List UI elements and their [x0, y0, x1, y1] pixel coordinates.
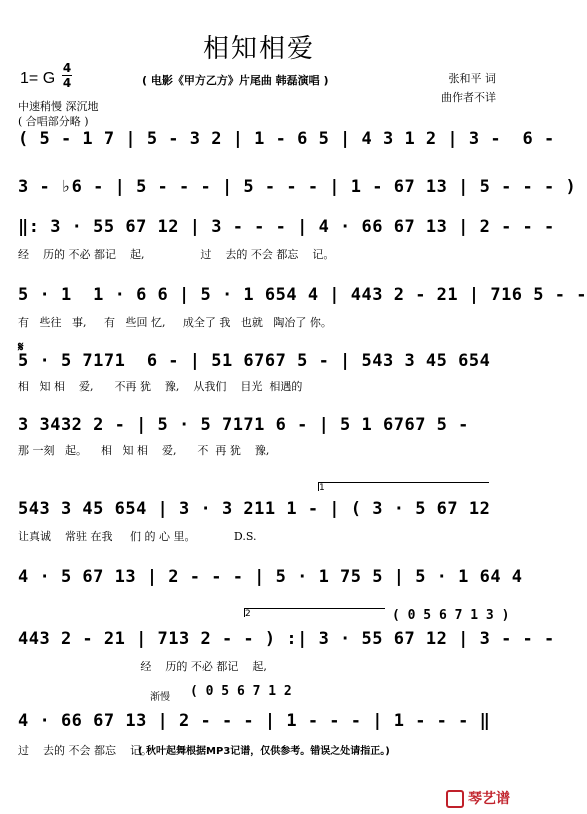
- lyricist-credit: 张和平 词: [448, 72, 496, 85]
- chorus-note: ( 合唱部分略 ): [18, 115, 89, 128]
- logo-icon: [446, 790, 464, 808]
- meter-bottom: 4: [62, 76, 72, 90]
- notes-line: 543 3 45 654 | 3 · 3 211 1 - | ( 3 · 5 67 12: [18, 499, 491, 519]
- time-signature: [62, 62, 72, 89]
- notes-line: 3 - ♭6 - | 5 - - - | 5 - - - | 1 - 67 13 | 5 - - - ): [18, 177, 577, 197]
- lyric-line-3: 经 历的 不必 都记 起, 过 去的 不会 都忘 记。: [18, 248, 335, 261]
- notation-row-8: [18, 566, 523, 592]
- notes-line: ‖: 3 · 55 67 12 | 3 - - - | 4 · 66 67 13 | 2 - - -: [18, 217, 555, 237]
- key-signature: 1= G: [20, 70, 56, 87]
- notation-row-10: [18, 710, 498, 736]
- transcriber-note: ( 秋叶起舞根据MP3记谱，仅供参考。错误之处请指正。): [138, 746, 390, 757]
- subtitle: ( 电影《甲方乙方》片尾曲 韩磊演唱 ): [142, 74, 329, 87]
- notation-row-4: [18, 284, 587, 310]
- composer-credit: 曲作者不详: [441, 91, 496, 104]
- notes-line: 4 · 66 67 13 | 2 - - - | 1 - - - | 1 - - - ‖: [18, 711, 491, 731]
- notation-row-2: [18, 176, 577, 202]
- ritardando-fill: ( 0 5 6 7 1 2: [190, 684, 292, 699]
- lyric-line-7: 让真诚 常驻 在我 们 的 心 里。 D.S.: [18, 530, 257, 543]
- volta-2: 2: [244, 608, 385, 617]
- lyric-line-6: 那 一刻 起。 相 知 相 爱, 不 再 犹 豫,: [18, 444, 270, 457]
- lyric-line-10: 过 去的 不会 都忘 记。: [18, 744, 152, 757]
- notation-row-1: [18, 128, 555, 154]
- notes-line: 4 · 5 67 13 | 2 - - - | 5 · 1 75 5 | 5 · 1 64 4: [18, 567, 523, 587]
- notation-row-5: [18, 350, 498, 376]
- notes-line: 3 3432 2 - | 5 · 5 7171 6 - | 5 1 6767 5 -: [18, 415, 469, 435]
- lyric-line-4: 有 些往 事, 有 些回 忆, 成全了 我 也就 陶冶了 你。: [18, 316, 332, 329]
- site-logo: 琴艺谱: [446, 788, 510, 808]
- lyric-line-5: 相 知 相 爱, 不再 犹 豫, 从我们 目光 相遇的: [18, 380, 303, 393]
- notation-row-7: [18, 498, 498, 524]
- meter-top: 4: [62, 61, 72, 75]
- notation-row-6: [18, 414, 498, 440]
- fill-figure: ( 0 5 6 7 1 3 ): [392, 608, 510, 623]
- notes-line: 5 · 1 1 · 6 6 | 5 · 1 654 4 | 443 2 - 21 | 716 5 - -: [18, 285, 587, 305]
- notes-line: 443 2 - 21 | 713 2 - - ) :| 3 · 55 67 12 | 3 - - -: [18, 629, 555, 649]
- notation-row-9: [18, 628, 555, 654]
- ritardando-label: 渐慢: [150, 692, 170, 703]
- volta-1: 1: [318, 482, 489, 491]
- notes-line: 5 · 5 7171 6 - | 51 6767 5 - | 543 3 45 654: [18, 351, 491, 371]
- tempo-marking: 中速稍慢 深沉地: [18, 100, 99, 113]
- page-title: 相知相爱: [202, 34, 315, 64]
- notation-row-3: [18, 216, 555, 242]
- notes-line: ( 5 - 1 7 | 5 - 3 2 | 1 - 6 5 | 4 3 1 2 | 3 - 6 -: [18, 129, 555, 149]
- lyric-line-9: 经 历的 不必 都记 起,: [18, 660, 267, 673]
- segno-sign: 𝄋: [18, 340, 24, 355]
